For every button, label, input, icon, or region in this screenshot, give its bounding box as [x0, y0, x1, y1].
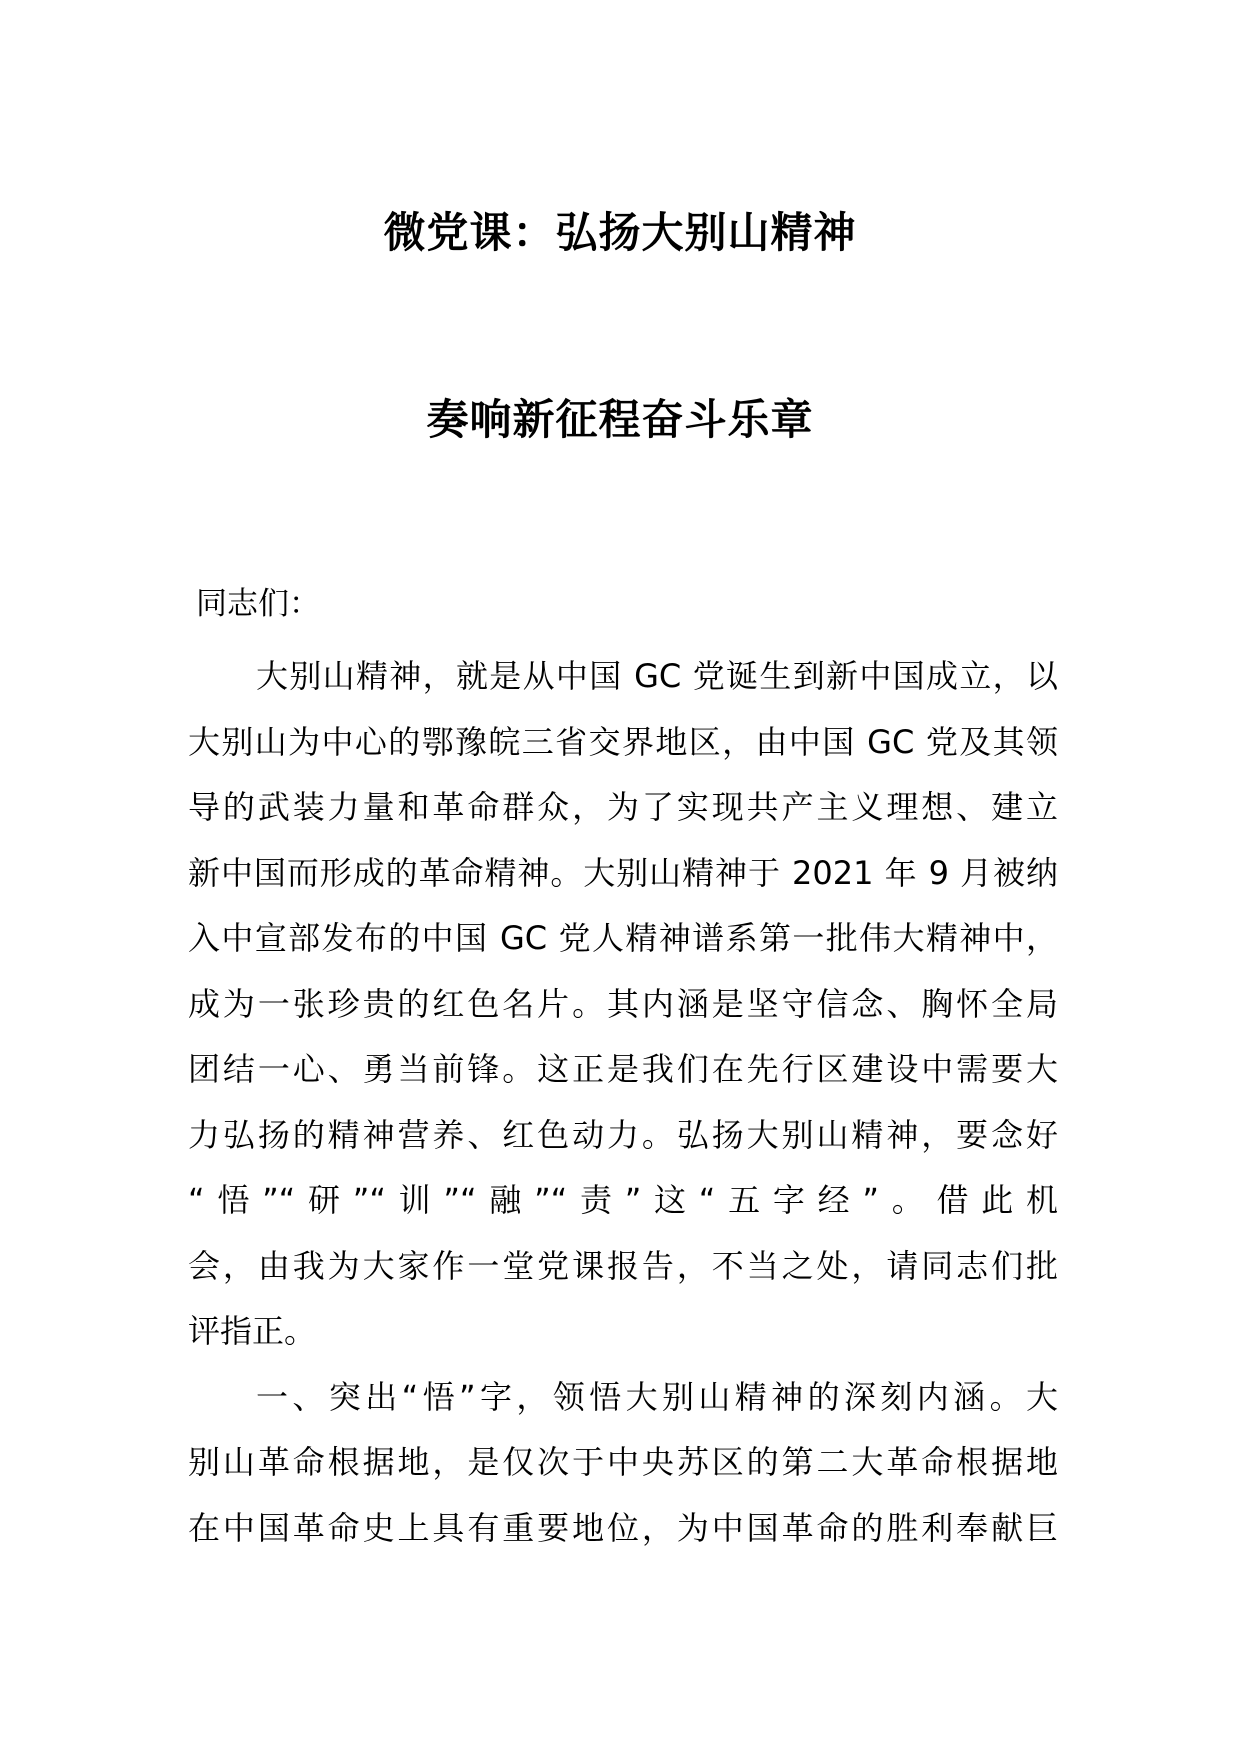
paragraph-1-line-2: 大别山为中心的鄂豫皖三省交界地区，由中国 GC 党及其领	[188, 722, 1058, 761]
salutation: 同志们：	[196, 586, 320, 622]
paragraph-1-line-8: 力弘扬的精神营养、红色动力。弘扬大别山精神，要念好	[188, 1115, 1058, 1154]
paragraph-2-line-2: 别山革命根据地，是仅次于中央苏区的第二大革命根据地	[188, 1443, 1058, 1481]
paragraph-1-line-9: “悟”“研”“训”“融”“责”这“五字经”。借此机	[188, 1181, 1058, 1219]
paragraph-1-line-7: 团结一心、勇当前锋。这正是我们在先行区建设中需要大	[188, 1050, 1058, 1088]
paragraph-1-line-5: 入中宣部发布的中国 GC 党人精神谱系第一批伟大精神中，	[188, 919, 1058, 957]
paragraph-1-line-6: 成为一张珍贵的红色名片。其内涵是坚守信念、胸怀全局	[188, 984, 1058, 1023]
paragraph-2-line-3: 在中国革命史上具有重要地位，为中国革命的胜利奉献巨	[188, 1508, 1058, 1547]
paragraph-1-line-3: 导的武装力量和革命群众，为了实现共产主义理想、建立	[188, 788, 1058, 826]
paragraph-1-line-1: 大别山精神，就是从中国 GC 党诞生到新中国成立，以	[256, 657, 1058, 695]
paragraph-1-line-4: 新中国而形成的革命精神。大别山精神于 2021 年 9 月被纳	[188, 853, 1058, 892]
title-line-1: 微党课：弘扬大别山精神	[383, 208, 857, 257]
paragraph-1-line-11: 评指正。	[188, 1312, 317, 1350]
body-text	[188, 644, 1058, 1561]
paragraph-2-line-1: 一、突出“悟”字，领悟大别山精神的深刻内涵。大	[256, 1377, 1058, 1416]
paragraph-1-line-10: 会，由我为大家作一堂党课报告，不当之处，请同志们批	[188, 1246, 1058, 1285]
title-line-2: 奏响新征程奋斗乐章	[426, 395, 814, 444]
